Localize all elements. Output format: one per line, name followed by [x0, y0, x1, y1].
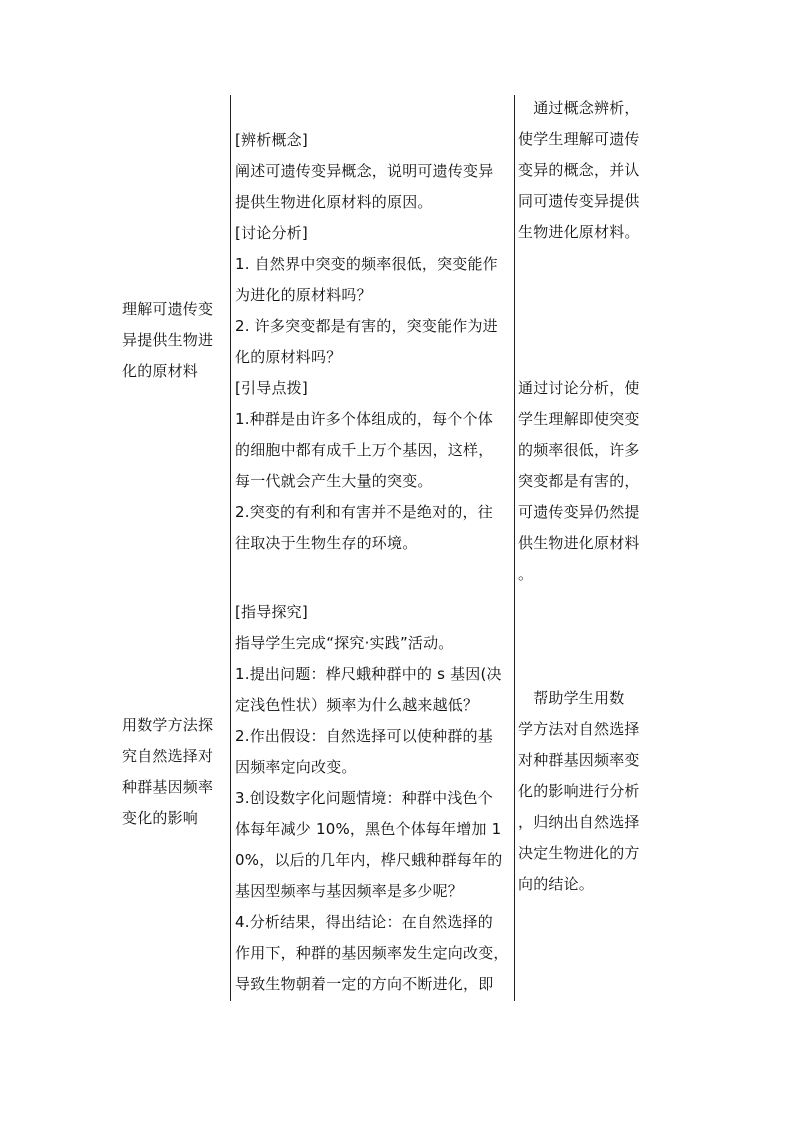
section-heading: [指导探究]: [235, 603, 308, 621]
activity-line: 作用下，种群的基因频率发生定向改变，: [235, 944, 509, 962]
activity-line: 1.提出问题：桦尺蛾种群中的 s 基因(决: [235, 665, 502, 683]
intent-line: 同可遗传变异提供: [518, 192, 640, 210]
intent-line: 可遗传变异仍然提: [518, 503, 640, 521]
row1-activities: [235, 125, 511, 559]
row1-topic-line: 化的原材料: [122, 362, 199, 380]
activity-line: 定浅色性状）频率为什么越来越低？: [235, 696, 479, 714]
intent-line: 。: [518, 565, 534, 583]
intent-line: 学生理解即使突变: [518, 410, 640, 428]
activity-line: 提供生物进化原材料的原因。: [235, 193, 433, 211]
activity-line: 4.分析结果，得出结论：在自然选择的: [235, 913, 493, 931]
row1-topic: [122, 294, 230, 387]
activity-line: 1. 自然界中突变的频率很低，突变能作: [235, 255, 498, 273]
activity-line: 2.突变的有利和有害并不是绝对的，往: [235, 503, 493, 521]
activity-line: 指导学生完成“探究·实践”活动。: [235, 634, 454, 652]
row2-topic-line: 种群基因频率: [122, 778, 214, 796]
intent-line: 供生物进化原材料: [518, 534, 640, 552]
table-rule-right: [514, 95, 515, 1001]
intent-line: 突变都是有害的，: [518, 472, 640, 490]
intent-line: 学方法对自然选择: [518, 720, 640, 738]
activity-line: 阐述可遗传变异概念，说明可遗传变异: [235, 162, 494, 180]
activity-line: 0%，以后的几年内，桦尺蛾种群每年的: [235, 851, 503, 869]
activity-line: 1.种群是由许多个体组成的，每个个体: [235, 410, 493, 428]
intent-line: 通过讨论分析，使: [518, 379, 640, 397]
intent-line: 的频率很低，许多: [518, 441, 640, 459]
row1-topic-line: 理解可遗传变: [122, 300, 214, 318]
row2-intent: [518, 683, 652, 900]
intent-line: 帮助学生用数: [518, 689, 625, 707]
intent-line: 通过概念辨析，: [518, 99, 640, 117]
intent-line: 化的影响进行分析: [518, 782, 640, 800]
intent-line: 决定生物进化的方: [518, 844, 640, 862]
activity-line: 2. 许多突变都是有害的，突变能作为进: [235, 317, 498, 335]
intent-line: 向的结论。: [518, 875, 595, 893]
activity-line: 2.作出假设：自然选择可以使种群的基: [235, 727, 493, 745]
row1-topic-line: 异提供生物进: [122, 331, 214, 349]
row2-topic-line: 变化的影响: [122, 809, 199, 827]
activity-line: 体每年减少 10%，黑色个体每年增加 1: [235, 820, 502, 838]
activity-line: 3.创设数字化问题情境：种群中浅色个: [235, 789, 493, 807]
activity-line: 导致生物朝着一定的方向不断进化，即: [235, 975, 494, 993]
intent-line: ，归纳出自然选择: [518, 813, 640, 831]
activity-line: 往取决于生物生存的环境。: [235, 534, 418, 552]
activity-line: 为进化的原材料吗？: [235, 286, 372, 304]
intent-line: 变异的概念，并认: [518, 161, 640, 179]
row2-activities: [235, 597, 511, 1000]
row1-intent-discussion: [518, 373, 652, 590]
table-rule-left: [230, 95, 231, 1001]
intent-line: 使学生理解可遗传: [518, 130, 640, 148]
activity-line: 的细胞中都有成千上万个基因，这样，: [235, 441, 494, 459]
activity-line: 因频率定向改变。: [235, 758, 357, 776]
section-heading: [引导点拨]: [235, 379, 308, 397]
section-heading: [讨论分析]: [235, 224, 308, 242]
row2-topic-line: 究自然选择对: [122, 747, 214, 765]
intent-line: 生物进化原材料。: [518, 223, 640, 241]
activity-line: 基因型频率与基因频率是多少呢？: [235, 882, 464, 900]
row2-topic: [122, 710, 230, 834]
activity-line: 每一代就会产生大量的突变。: [235, 472, 433, 490]
row1-intent-concept: [518, 93, 652, 248]
intent-line: 对种群基因频率变: [518, 751, 640, 769]
row2-topic-line: 用数学方法探: [122, 716, 214, 734]
section-heading: [辨析概念]: [235, 131, 308, 149]
activity-line: 化的原材料吗？: [235, 348, 342, 366]
